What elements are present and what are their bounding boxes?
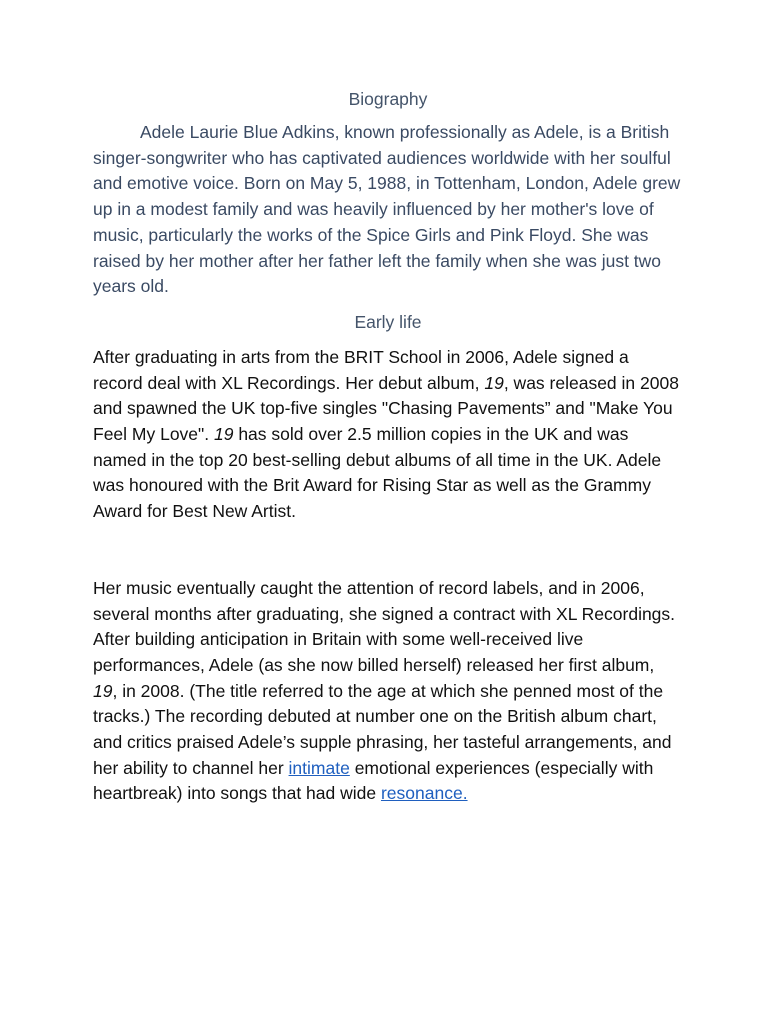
music-text-3: emotional experiences (especially with heartbreak) into songs that had wide	[93, 757, 654, 804]
music-text-1: Her music eventually caught the attention of record labels, and in 2006, several months after graduating, she signed a contract with XL Recordings. After building anticipation in Britain with some well-received live performances, Adele (as she now billed herself) released her first album,	[93, 577, 676, 675]
document-content	[93, 86, 683, 807]
biography-heading: Biography	[348, 89, 428, 109]
early-life-text-3: has sold over 2.5 million copies in the UK and was named in the top 20 best-selling debut albums of all time in the UK. Adele was honoured with the Brit Award for Rising Star as well as the Grammy Award for Best New Artist.	[93, 424, 662, 522]
intimate-link[interactable]: intimate	[288, 757, 350, 778]
early-life-heading: Early life	[354, 311, 422, 332]
biography-paragraph: Adele Laurie Blue Adkins, known professionally as Adele, is a British singer-songwriter who has captivated audiences worldwide with her soulful and emotive voice. Born on May 5, 1988, in Tottenham, London, Adele grew up in a modest family and was heavily influenced by her mother's love of music, particularly the works of the Spice Girls and Pink Floyd. She was raised by her mother after her father left the family when she was just two years old.	[93, 122, 681, 297]
resonance-link[interactable]: resonance.	[380, 783, 468, 804]
album-title: 19	[93, 680, 113, 701]
early-life-text-1: After graduating in arts from the BRIT School in 2006, Adele signed a record deal with XL Recordings. Her debut album,	[93, 346, 629, 393]
album-title: 19	[213, 424, 234, 445]
early-life-paragraph	[93, 345, 683, 525]
album-title: 19	[484, 372, 504, 393]
early-life-text-2: , was released in 2008 and spawned the UK top-five singles "Chasing Pavements” and "Make You Feel My Love".	[93, 372, 679, 445]
paragraph-spacer	[93, 525, 683, 576]
music-text-2: , in 2008. (The title referred to the age at which she penned most of the tracks.) The recording debuted at number one on the British album chart, and critics praised Adele’s supple phrasing, her tasteful arrangements, and her ability to channel her	[93, 680, 672, 778]
music-paragraph	[93, 576, 683, 807]
